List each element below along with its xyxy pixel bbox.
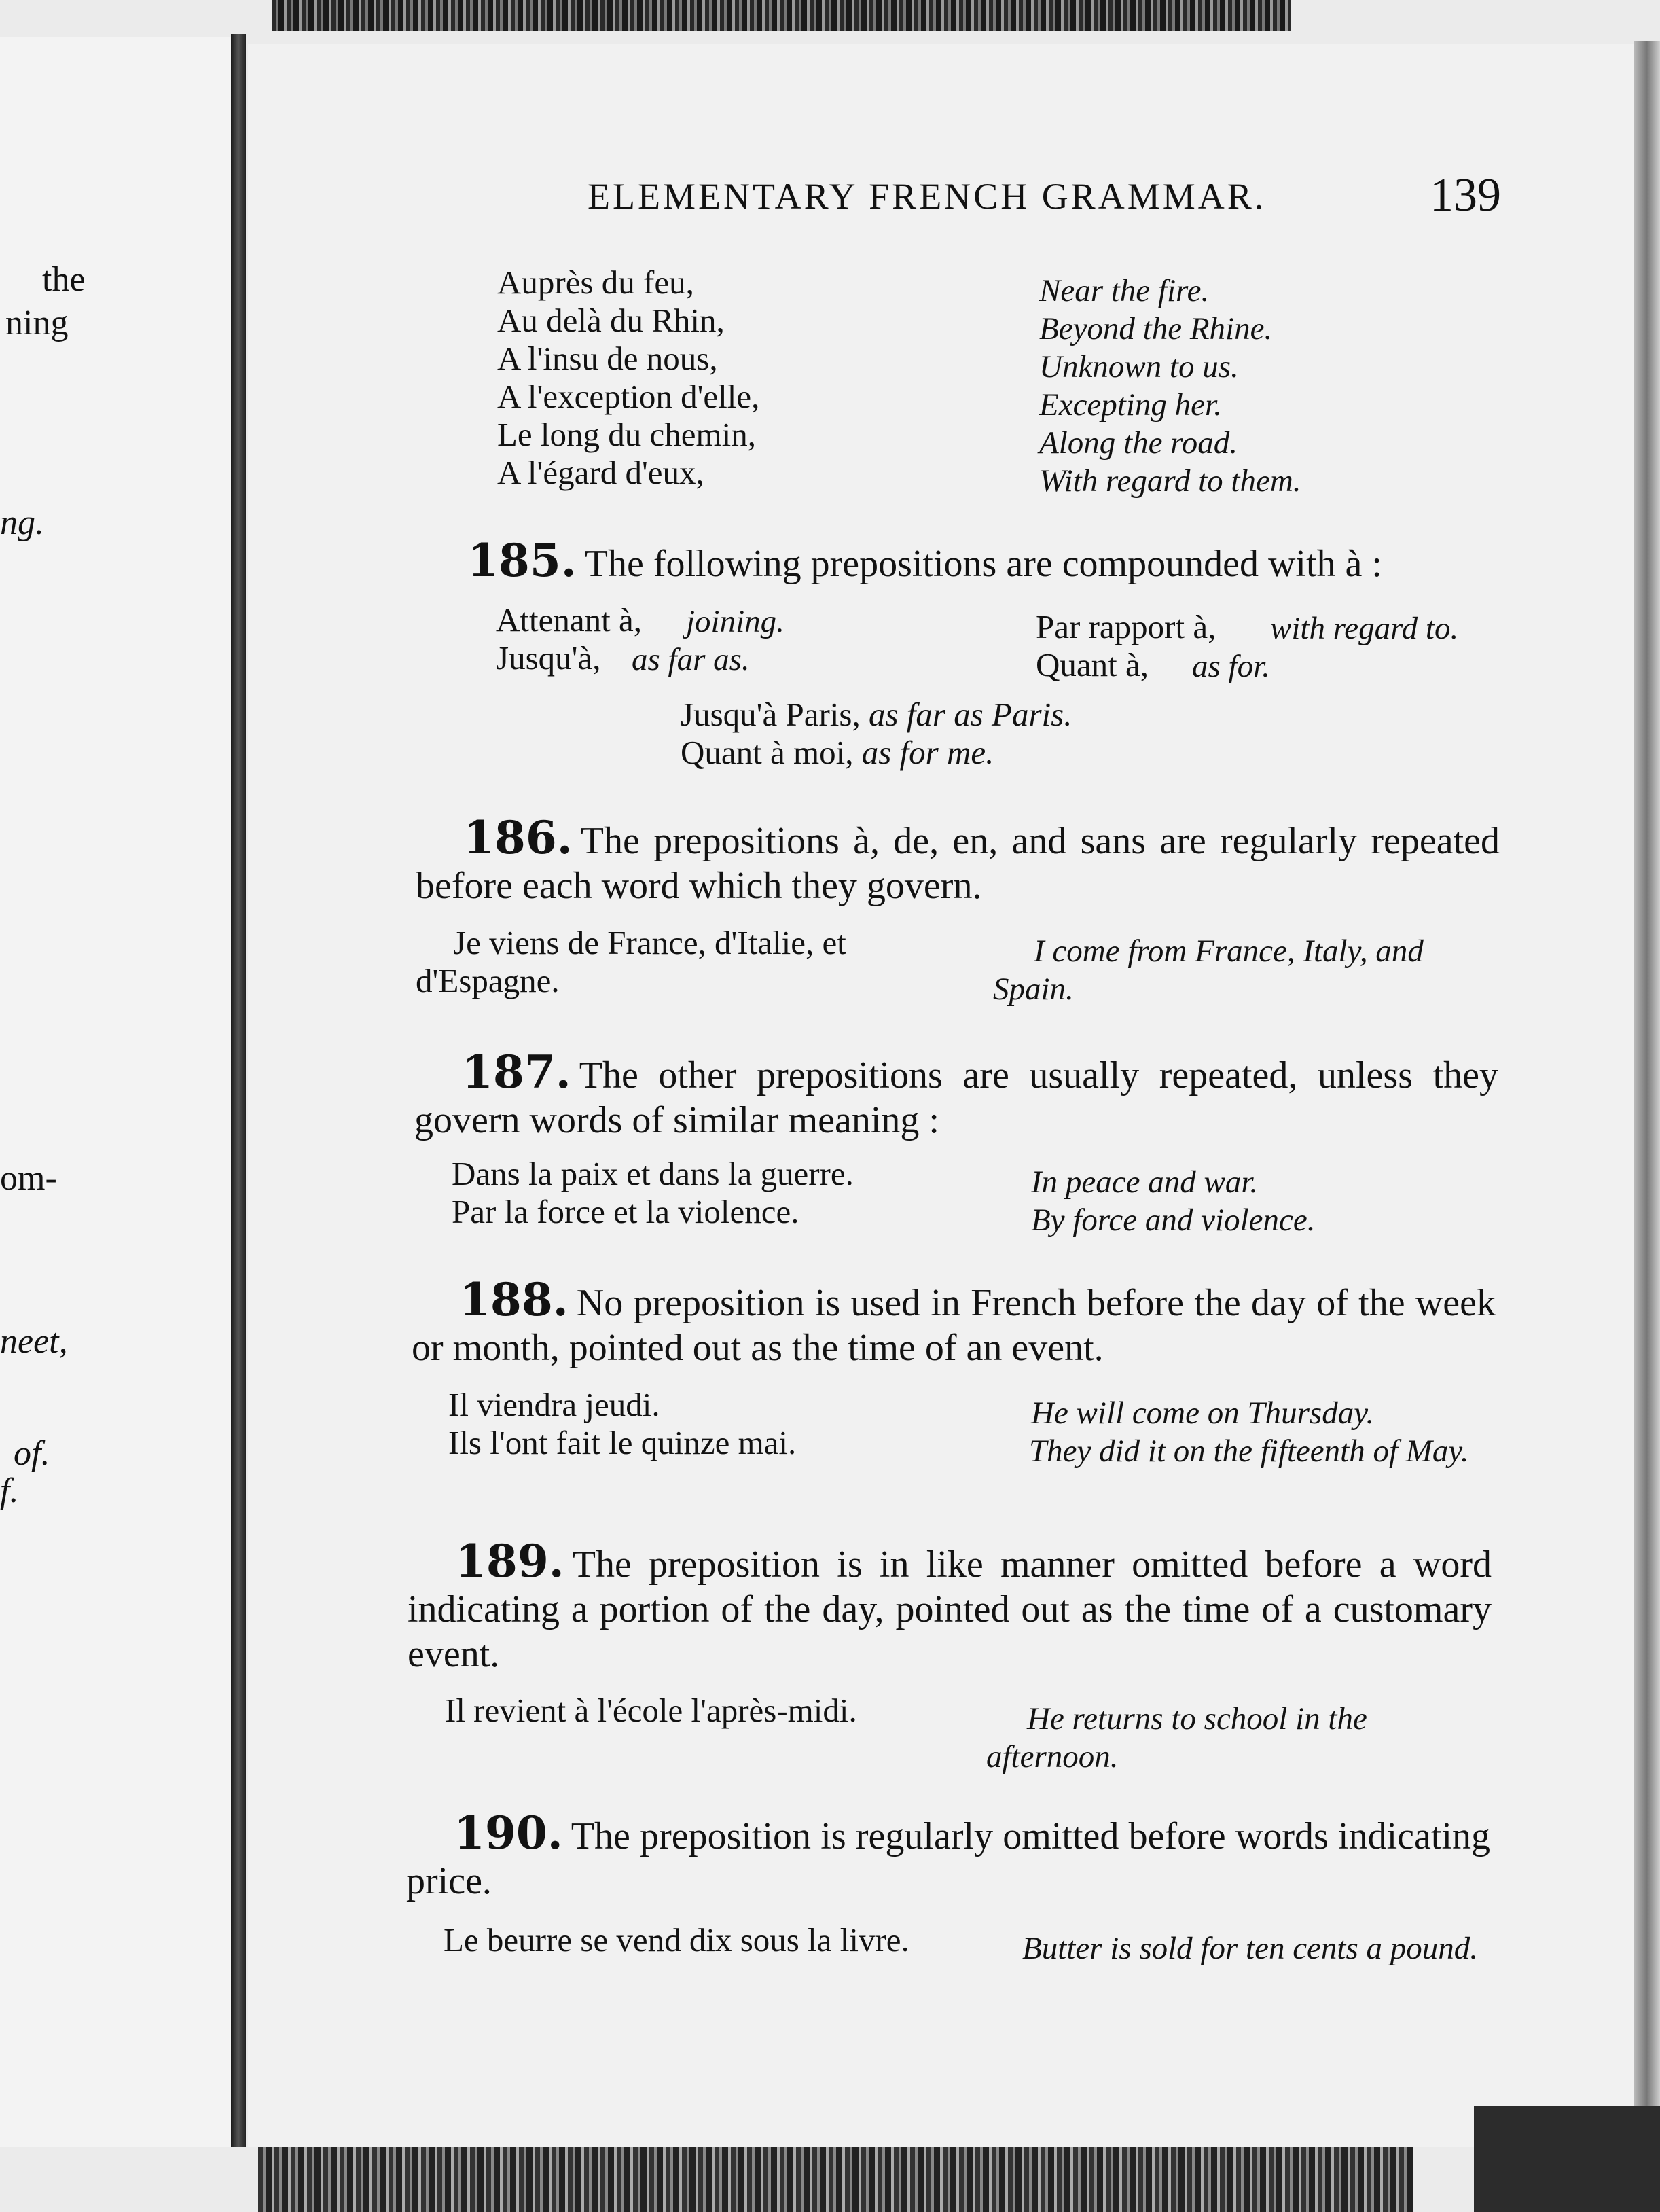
example-english: He will come on Thursday. bbox=[1031, 1395, 1375, 1431]
rule-189 bbox=[408, 1535, 1492, 1677]
example-english: By force and violence. bbox=[1031, 1202, 1316, 1238]
rule-number: 190. bbox=[454, 1806, 563, 1859]
rule-187 bbox=[414, 1046, 1498, 1143]
example-french: Il viendra jeudi. bbox=[448, 1386, 660, 1423]
facing-page-fragment: the bbox=[42, 260, 86, 299]
example-english: He returns to school in the afternoon. bbox=[986, 1701, 1367, 1774]
rule-number: 187. bbox=[462, 1046, 571, 1099]
pair-english: as far as. bbox=[632, 642, 750, 677]
example-french: Auprès du feu, bbox=[497, 264, 694, 301]
example-french: Dans la paix et dans la guerre. bbox=[452, 1155, 854, 1192]
pair-english: joining. bbox=[686, 604, 784, 639]
rule-188 bbox=[412, 1273, 1496, 1370]
facing-page bbox=[0, 37, 231, 2147]
example-line bbox=[681, 695, 1072, 734]
example-english: Butter is sold for ten cents a pound. bbox=[1022, 1931, 1479, 1966]
running-title: ELEMENTARY FRENCH GRAMMAR. bbox=[588, 176, 1267, 217]
example-french: A l'insu de nous, bbox=[497, 340, 718, 377]
pair-french: Quant à, bbox=[1036, 646, 1149, 683]
example-french: A l'égard d'eux, bbox=[497, 454, 704, 491]
rule-text: The prepositions à, de, en, and sans are regularly repeated before each word which they govern. bbox=[416, 820, 1500, 907]
example-english: as far as Paris. bbox=[868, 696, 1072, 733]
pair-french: Attenant à, bbox=[496, 601, 642, 639]
book-gutter bbox=[231, 34, 246, 2147]
example-french: A l'exception d'elle, bbox=[497, 378, 760, 415]
scan-edge-top bbox=[272, 0, 1291, 31]
example-english: as for me. bbox=[861, 734, 994, 771]
rule-text: The following prepositions are compounded with à : bbox=[584, 543, 1382, 585]
rule-number: 188. bbox=[459, 1273, 569, 1326]
example-french: Je viens de France, d'Italie, et d'Espagne. bbox=[416, 924, 846, 999]
example-french: Par la force et la violence. bbox=[452, 1193, 799, 1230]
scan-corner bbox=[1474, 2106, 1660, 2212]
rule-190 bbox=[406, 1806, 1490, 1904]
example-english: Excepting her. bbox=[1039, 387, 1222, 423]
rule-number: 186. bbox=[463, 811, 573, 864]
example-english: Near the fire. bbox=[1039, 273, 1210, 308]
example-english: With regard to them. bbox=[1039, 463, 1301, 499]
facing-page-fragment: f. bbox=[0, 1471, 19, 1510]
rule-text: No preposition is used in French before the day of the week or month, pointed out as the time of an event. bbox=[412, 1282, 1496, 1369]
facing-page-fragment: neet, bbox=[0, 1322, 68, 1361]
example-french: Au delà du Rhin, bbox=[497, 302, 725, 339]
pair-english: with regard to. bbox=[1270, 611, 1459, 646]
example-french: Le long du chemin, bbox=[497, 416, 757, 453]
example-french: Quant à moi, bbox=[681, 734, 854, 771]
page-edge-right bbox=[1634, 41, 1660, 2147]
rule-text: The other prepositions are usually repeated, unless they govern words of similar meaning : bbox=[414, 1054, 1498, 1141]
rule-number: 185. bbox=[467, 534, 577, 587]
example-english: I come from France, Italy, and Spain. bbox=[993, 933, 1424, 1007]
rule-186 bbox=[416, 811, 1500, 908]
example-line bbox=[681, 733, 994, 772]
rule-185 bbox=[467, 534, 1500, 587]
page-number: 139 bbox=[1430, 169, 1501, 221]
pair-french: Par rapport à, bbox=[1036, 608, 1216, 645]
pair-french: Jusqu'à, bbox=[496, 639, 601, 677]
example-english: Beyond the Rhine. bbox=[1039, 311, 1273, 346]
example-english: Along the road. bbox=[1039, 425, 1238, 461]
example-english: In peace and war. bbox=[1031, 1164, 1259, 1200]
pair-english: as for. bbox=[1192, 649, 1270, 684]
scan-edge-bottom bbox=[258, 2147, 1413, 2212]
facing-page-fragment: ning bbox=[5, 304, 69, 342]
example-english: They did it on the fifteenth of May. bbox=[1029, 1433, 1469, 1469]
rule-text: The preposition is in like manner omitted before a word indicating a portion of the day, pointed out as the time of a customary event. bbox=[408, 1544, 1492, 1675]
example-french: Jusqu'à Paris, bbox=[681, 696, 861, 733]
rule-number: 189. bbox=[455, 1535, 564, 1588]
example-english: Unknown to us. bbox=[1039, 349, 1239, 385]
example-french: Ils l'ont fait le quinze mai. bbox=[448, 1424, 797, 1461]
facing-page-fragment: ng. bbox=[0, 503, 44, 542]
facing-page-fragment: om- bbox=[0, 1159, 57, 1198]
example-french: Il revient à l'école l'après-midi. bbox=[445, 1692, 857, 1729]
rule-text: The preposition is regularly omitted before words indicating price. bbox=[406, 1815, 1490, 1902]
facing-page-fragment: of. bbox=[14, 1434, 50, 1473]
example-french: Le beurre se vend dix sous la livre. bbox=[444, 1921, 909, 1959]
